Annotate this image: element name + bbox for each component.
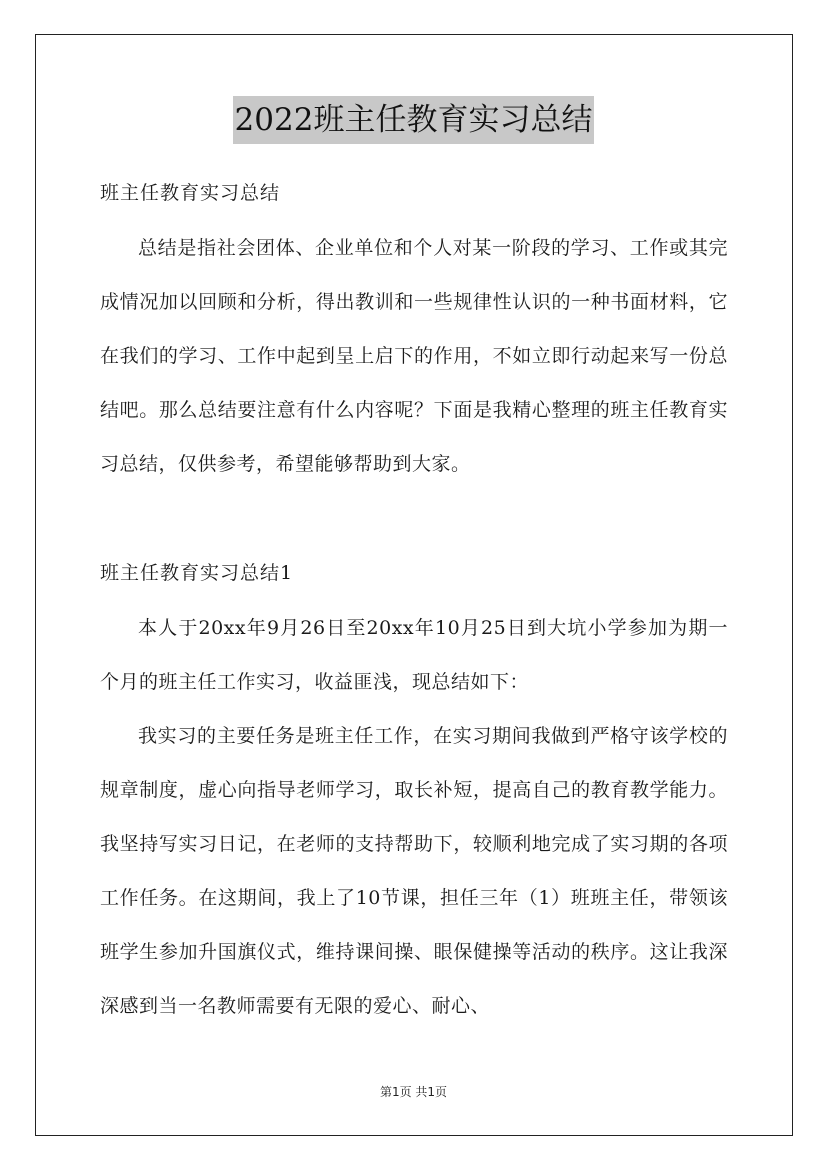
intro-heading: 班主任教育实习总结	[100, 182, 281, 204]
section1-paragraph-1: 本人于20xx年9月26日至20xx年10月25日到大坑小学参加为期一个月的班主任工作实习，收益匪浅，现总结如下：	[100, 617, 728, 693]
intro-paragraph: 总结是指社会团体、企业单位和个人对某一阶段的学习、工作或其完成情况加以回顾和分析，得出教训和一些规律性认识的一种书面材料，它在我们的学习、工作中起到呈上启下的作用，不如立即行动起来写一份总结吧。那么总结要注意有什么内容呢？下面是我精心整理的班主任教育实习总结，仅供参考，希望能够帮助到大家。	[100, 237, 728, 475]
document-title: 2022班主任教育实习总结	[233, 96, 595, 144]
section1-heading: 班主任教育实习总结1	[100, 562, 294, 584]
page-footer: 第1页 共1页	[379, 1085, 448, 1099]
section1-paragraph-2: 我实习的主要任务是班主任工作，在实习期间我做到严格守该学校的规章制度，虚心向指导老师学习，取长补短，提高自己的教育教学能力。我坚持写实习日记，在老师的支持帮助下，较顺利地完成了实习期的各项工作任务。在这期间，我上了10节课，担任三年（1）班班主任，带领该班学生参加升国旗仪式，维持课间操、眼保健操等活动的秩序。这让我深深感到当一名教师需要有无限的爱心、耐心、	[100, 725, 728, 1017]
document-title-wrapper	[0, 96, 827, 144]
